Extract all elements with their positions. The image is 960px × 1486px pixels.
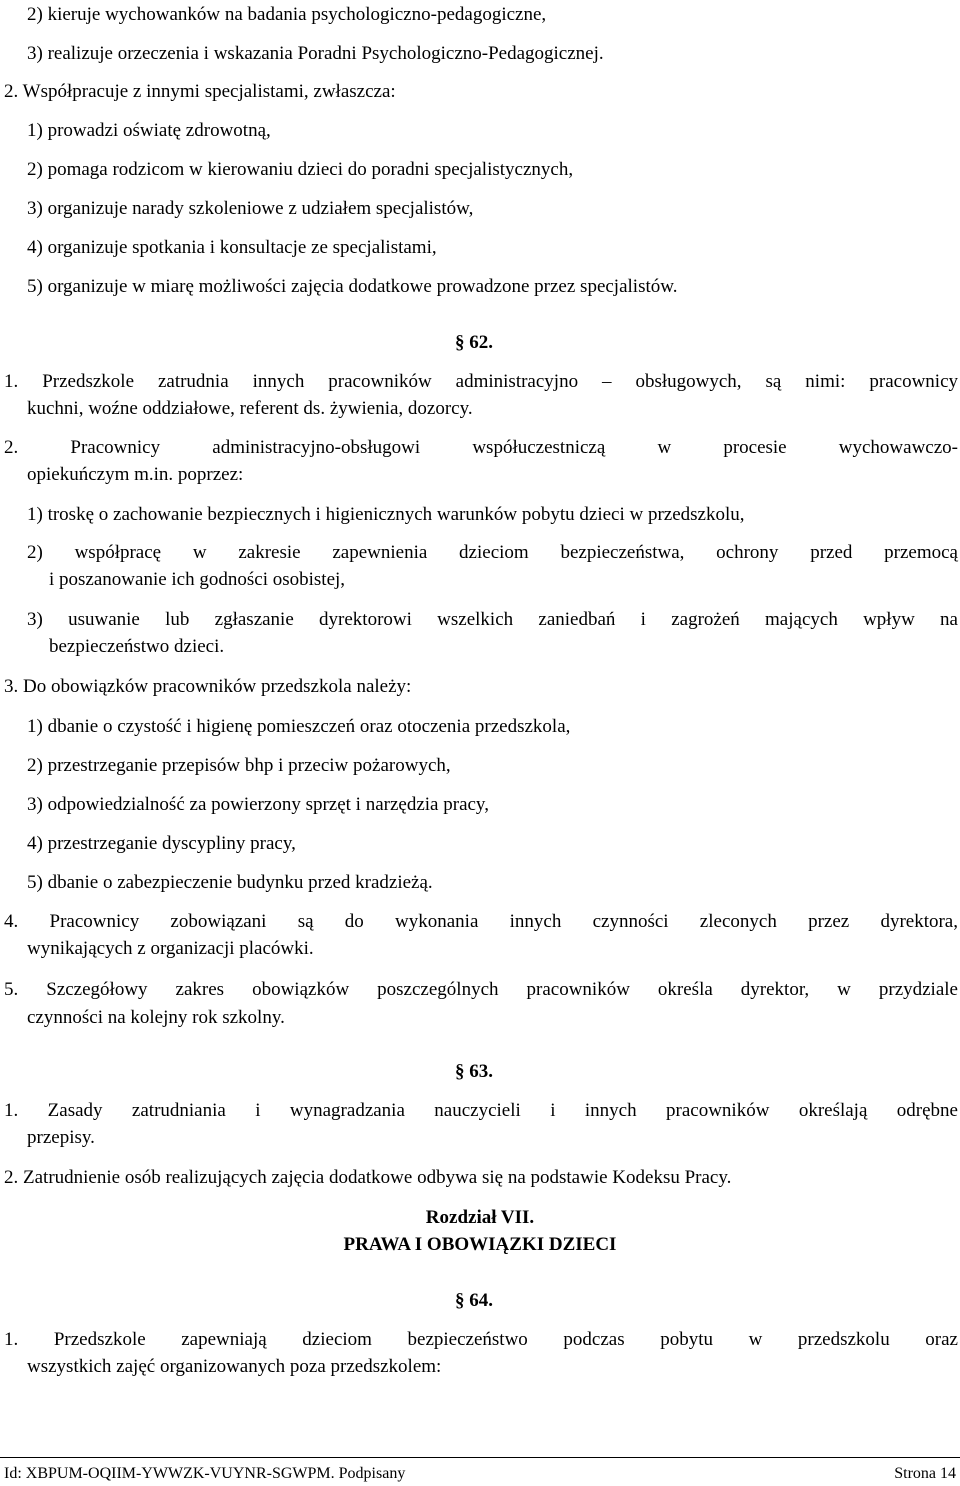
paragraph-line: 1. Przedszkole zapewniają dzieciom bezpieczeństwo podczas pobytu w przedszkolu oraz	[4, 1329, 958, 1350]
list-item: 5) dbanie o zabezpieczenie budynku przed kradzieżą.	[27, 872, 433, 893]
list-item: 1) dbanie o czystość i higienę pomieszczeń oraz otoczenia przedszkola,	[27, 716, 571, 737]
chapter-title: PRAWA I OBOWIĄZKI DZIECI	[343, 1234, 617, 1255]
section-number: 63.	[469, 1061, 493, 1082]
paragraph-line: czynności na kolejny rok szkolny.	[27, 1007, 285, 1028]
text-line: 2) kieruje wychowanków na badania psychologiczno-pedagogiczne,	[27, 4, 547, 25]
text-line: 3) realizuje orzeczenia i wskazania Poradni Psychologiczno-Pedagogicznej.	[27, 43, 604, 64]
text-line: 4) organizuje spotkania i konsultacje ze specjalistami,	[27, 237, 437, 258]
text-line: 3) organizuje narady szkoleniowe z udziałem specjalistów,	[27, 198, 474, 219]
section-symbol: §	[455, 332, 465, 353]
list-item: 2) przestrzeganie przepisów bhp i przeciw pożarowych,	[27, 755, 451, 776]
paragraph-line: opiekuńczym m.in. poprzez:	[27, 464, 244, 485]
footer-document-id: Id: XBPUM-OQIIM-YWWZK-VUYNR-SGWPM. Podpisany	[4, 1465, 406, 1482]
section-symbol: §	[455, 1290, 465, 1311]
paragraph-line: przepisy.	[27, 1127, 95, 1148]
paragraph-line: wynikających z organizacji placówki.	[27, 938, 314, 959]
list-item-continued: i poszanowanie ich godności osobistej,	[49, 569, 346, 590]
list-item-continued: bezpieczeństwo dzieci.	[49, 636, 225, 657]
list-item: 1) troskę o zachowanie bezpiecznych i higienicznych warunków pobytu dzieci w przedszkolu,	[27, 504, 745, 525]
paragraph-line: wszystkich zajęć organizowanych poza przedszkolem:	[27, 1356, 442, 1377]
paragraph-line: 2. Pracownicy administracyjno-obsługowi współuczestniczą w procesie wychowawczo-	[4, 437, 958, 458]
section-heading-62	[455, 331, 493, 355]
section-number: 62.	[469, 332, 493, 353]
list-item: 3) odpowiedzialność za powierzony sprzęt i narzędzia pracy,	[27, 794, 489, 815]
section-heading-63	[455, 1060, 493, 1084]
section-number: 64.	[469, 1290, 493, 1311]
paragraph-line: 3. Do obowiązków pracowników przedszkola należy:	[4, 676, 412, 697]
paragraph-line: 1. Zasady zatrudniania i wynagradzania nauczycieli i innych pracowników określają odrębne	[4, 1100, 958, 1121]
footer-divider	[0, 1457, 960, 1458]
paragraph-line: 5. Szczegółowy zakres obowiązków poszczególnych pracowników określa dyrektor, w przydziale	[4, 979, 958, 1000]
text-line: 5) organizuje w miarę możliwości zajęcia dodatkowe prowadzone przez specjalistów.	[27, 276, 678, 297]
paragraph-line: 2. Zatrudnienie osób realizujących zajęcia dodatkowe odbywa się na podstawie Kodeksu Pracy.	[4, 1167, 732, 1188]
paragraph-line: 4. Pracownicy zobowiązani są do wykonania innych czynności zleconych przez dyrektora,	[4, 911, 958, 932]
section-heading-64	[455, 1289, 493, 1313]
list-item: 3) usuwanie lub zgłaszanie dyrektorowi wszelkich zaniedbań i zagrożeń mających wpływ na	[27, 609, 958, 630]
list-item: 4) przestrzeganie dyscypliny pracy,	[27, 833, 296, 854]
chapter-number: Rozdział VII.	[425, 1207, 535, 1228]
list-item: 2) współpracę w zakresie zapewnienia dzieciom bezpieczeństwa, ochrony przed przemocą	[27, 542, 958, 563]
text-line: 2) pomaga rodzicom w kierowaniu dzieci do poradni specjalistycznych,	[27, 159, 574, 180]
section-symbol: §	[455, 1061, 465, 1082]
paragraph-line: 1. Przedszkole zatrudnia innych pracowników administracyjno – obsługowych, są nimi: pracownicy	[4, 371, 958, 392]
text-line: 1) prowadzi oświatę zdrowotną,	[27, 120, 271, 141]
footer-page-number: Strona 14	[894, 1465, 956, 1482]
text-line: 2. Współpracuje z innymi specjalistami, zwłaszcza:	[4, 81, 396, 102]
paragraph-line: kuchni, woźne oddziałowe, referent ds. żywienia, dozorcy.	[27, 398, 473, 419]
